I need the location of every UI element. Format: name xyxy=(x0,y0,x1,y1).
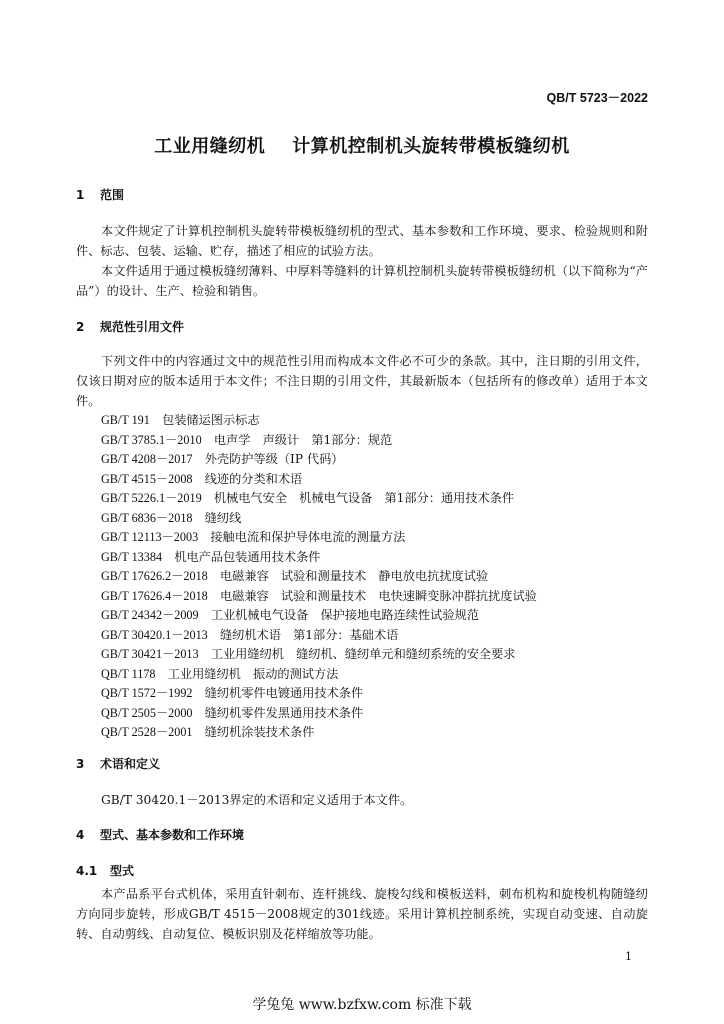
section-number: 1 xyxy=(76,188,85,202)
section-2-heading xyxy=(76,318,184,335)
reference-item: QB/T 1572－1992 缝纫机零件电镀通用技术条件 xyxy=(101,686,364,700)
reference-item: GB/T 6836－2018 缝纫线 xyxy=(101,510,242,525)
section-title: 型式、基本参数和工作环境 xyxy=(100,828,245,842)
reference-item: QB/T 1178 工业用缝纫机 振动的测试方法 xyxy=(101,666,339,681)
section-4-1-paragraph: 本产品系平台式机体，采用直针刺布、连杆挑线、旋梭勾线和模板送料，刺布机构和旋梭机构随缝纫方向同步旋转，形成GB/T 4515－2008规定的301线迹。采用计算机控制系统，实现自动变速、自动旋转、自动剪线、自动复位、模板识别及花样缩放等功能。 xyxy=(76,887,648,941)
reference-item: GB/T 17626.4－2018 电磁兼容 试验和测量技术 电快速瞬变脉冲群抗扰度试验 xyxy=(101,588,537,603)
standard-code: QB/T 5723－2022 xyxy=(546,91,648,105)
section-3-paragraph: GB/T 30420.1－2013界定的术语和定义适用于本文件。 xyxy=(101,793,413,807)
section-title: 型式 xyxy=(110,864,135,878)
reference-item: QB/T 2528－2001 缝纫机涂装技术条件 xyxy=(101,725,315,739)
reference-item: GB/T 24342－2009 工业机械电气设备 保护接地电路连续性试验规范 xyxy=(101,608,479,622)
reference-item: GB/T 30420.1－2013 缝纫机术语 第1部分：基础术语 xyxy=(101,627,399,642)
section-number: 4 xyxy=(76,828,85,842)
reference-list xyxy=(101,411,537,743)
section-title: 术语和定义 xyxy=(100,757,161,771)
reference-item: GB/T 5226.1－2019 机械电气安全 机械电气设备 第1部分：通用技术条件 xyxy=(101,491,515,505)
reference-item: GB/T 30421－2013 工业用缝纫机 缝纫机、缝纫单元和缝纫系统的安全要求 xyxy=(101,647,516,661)
reference-item: GB/T 3785.1－2010 电声学 声级计 第1部分：规范 xyxy=(101,432,393,447)
section-1-paragraph-1: 本文件规定了计算机控制机头旋转带模板缝纫机的型式、基本参数和工作环境、要求、检验规则和附件、标志、包装、运输、贮存，描述了相应的试验方法。 xyxy=(76,224,648,258)
section-number: 4.1 xyxy=(76,864,98,878)
reference-item: GB/T 191 包装储运图示标志 xyxy=(101,413,260,427)
section-title: 规范性引用文件 xyxy=(100,320,185,334)
section-2-intro: 下列文件中的内容通过文中的规范性引用而构成本文件必不可少的条款。其中，注日期的引用文件，仅该日期对应的版本适用于本文件；不注日期的引用文件，其最新版本（包括所有的修改单）适用于本文件。 xyxy=(76,354,648,408)
section-3-heading xyxy=(76,755,160,772)
reference-item: GB/T 4208－2017 外壳防护等级（IP 代码） xyxy=(101,452,344,466)
section-4-heading xyxy=(76,826,244,843)
reference-item: GB/T 17626.2－2018 电磁兼容 试验和测量技术 静电放电抗扰度试验 xyxy=(101,569,489,583)
reference-item: GB/T 12113－2003 接触电流和保护导体电流的测量方法 xyxy=(101,530,406,544)
footer-watermark: 学兔兔 www.bzfxw.com 标准下载 xyxy=(252,997,472,1013)
reference-item: GB/T 4515－2008 线迹的分类和术语 xyxy=(101,471,303,486)
section-title: 范围 xyxy=(100,188,125,202)
document-title: 工业用缝纫机 计算机控制机头旋转带模板缝纫机 xyxy=(154,136,570,157)
reference-item: QB/T 2505－2000 缝纫机零件发黑通用技术条件 xyxy=(101,705,364,720)
section-number: 2 xyxy=(76,320,85,334)
page-number: 1 xyxy=(625,950,632,963)
reference-item: GB/T 13384 机电产品包装通用技术条件 xyxy=(101,549,321,564)
section-1-paragraph-2: 本文件适用于通过模板缝纫薄料、中厚料等缝料的计算机控制机头旋转带模板缝纫机（以下简称为“产品”）的设计、生产、检验和销售。 xyxy=(76,264,648,298)
section-1-heading xyxy=(76,186,124,203)
section-number: 3 xyxy=(76,757,85,771)
section-4-1-heading xyxy=(76,862,134,879)
